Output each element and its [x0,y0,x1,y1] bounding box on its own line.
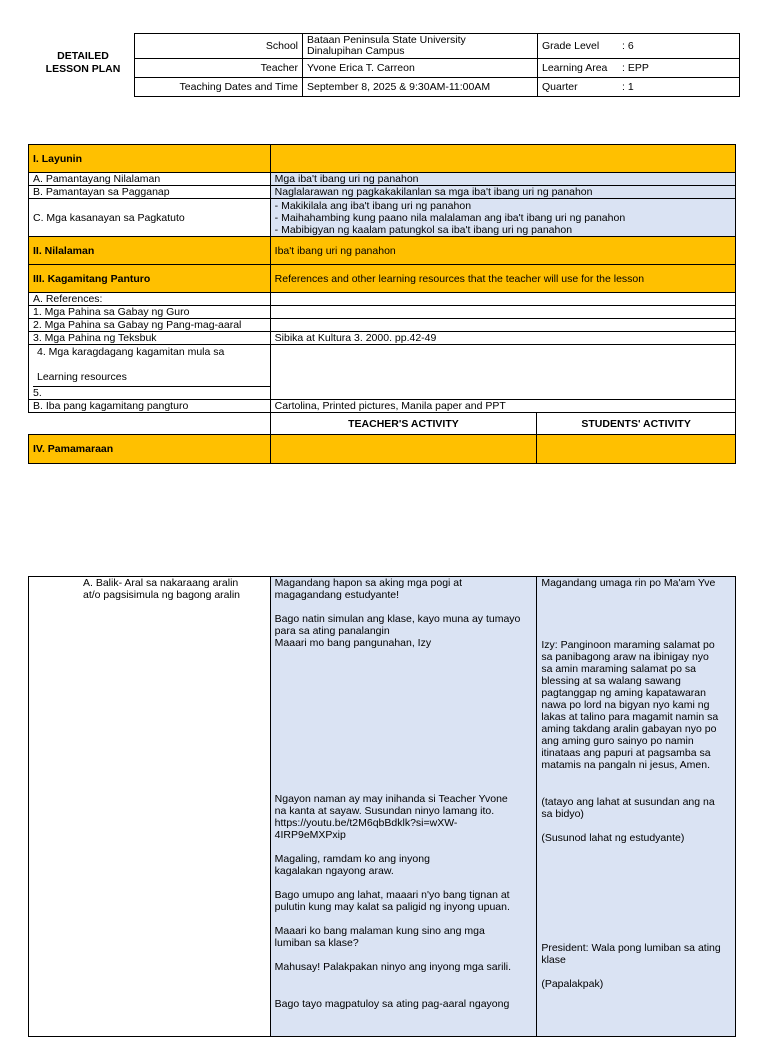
teacher-line: Ngayon naman ay may inihanda si Teacher Yvone [274,793,508,805]
nilalaman-value: Iba't ibang uri ng panahon [270,237,735,265]
layunin-heading: I. Layunin [29,145,271,173]
school-line-1: Bataan Peninsula State University [307,34,466,46]
balik-aral-line-2: at/o pagsisimula ng bagong aralin [83,589,241,601]
quarter-value: : 1 [622,80,634,93]
student-line: ang aming guro sainyo po namin [541,735,694,747]
kasanayan-value [270,199,735,237]
teacher-line: lumiban sa klase? [274,937,359,949]
layunin-value [270,145,735,173]
teacher-activity-cell [270,577,537,1037]
student-line: (Papalakpak) [541,978,604,990]
kagamitan-value: References and other learning resources that the teacher will use for the lesson [270,265,735,293]
grade-level-label: Grade Level [542,39,600,52]
kasanayan-label: C. Mga kasanayan sa Pagkatuto [29,199,271,237]
student-line: klase [541,954,566,966]
learning-area-cell [538,59,740,78]
iba-pang-kagamitan-label: B. Iba pang kagamitang pangturo [29,400,271,413]
teacher-line: Maaari mo bang pangunahan, Izy [274,637,432,649]
kagamitan-heading: III. Kagamitang Panturo [29,265,271,293]
document-title [30,50,136,76]
learning-area-value: : EPP [622,61,649,74]
pamamaraan-heading: IV. Pamamaraan [29,435,271,464]
video-link-cont[interactable]: 4IRP9eMXPxip [274,829,346,841]
student-line: lakas at talino para magamit namin sa [541,711,719,723]
student-line: matamis na pangaln ni jesus, Amen. [541,759,711,771]
ref-2-value [270,319,735,332]
ref-3-value: Sibika at Kultura 3. 2000. pp.42-49 [270,332,735,345]
ref-4-cell [29,345,271,400]
teacher-line: na kanta at sayaw. Susundan ninyo lamang ito. [274,805,495,817]
teacher-line: Magaling, ramdam ko ang inyong [274,853,430,865]
pamantayang-nilalaman-value: Mga iba't ibang uri ng panahon [270,173,735,186]
lesson-plan-table [28,144,736,464]
ref-1-value [270,306,735,319]
student-line: sa bidyo) [541,808,584,820]
references-label: A. References: [29,293,271,306]
header-info-table [134,33,740,97]
teacher-label: Teacher [135,59,303,78]
student-line: Magandang umaga rin po Ma'am Yve [541,577,716,589]
learning-area-label: Learning Area [542,61,608,74]
quarter-cell [538,78,740,97]
dates-label: Teaching Dates and Time [135,78,303,97]
references-value [270,293,735,306]
teacher-line: magagandang estudyante! [274,589,400,601]
ref-4-line-2: Learning resources [37,371,127,383]
iba-pang-kagamitan-value: Cartolina, Printed pictures, Manila paper and PPT [270,400,735,413]
kasanayan-item-2: - Maihahambing kung paano nila malalaman ang iba't ibang uri ng panahon [274,211,626,224]
student-line: sa amin maraming salamat po sa [541,663,696,675]
nilalaman-heading: II. Nilalaman [29,237,271,265]
school-line-2: Dinalupihan Campus [307,45,405,57]
student-line: (Susunod lahat ng estudyante) [541,832,685,844]
teacher-line: kagalakan ngayong araw. [274,865,394,877]
activity-table [28,576,736,1037]
title-line-1: DETAILED [57,50,109,62]
teacher-line: pulutin kung may kalat sa paligid ng inyong upuan. [274,901,510,913]
ref-4-value [270,345,735,400]
grade-level-value: : 6 [622,39,634,52]
balik-aral-label [29,577,271,1037]
student-line: pagtanggap ng aming kapatawaran [541,687,706,699]
school-label: School [135,34,303,59]
student-line: itinataas ang papuri at pagsamba sa [541,747,711,759]
activity-header-spacer [29,413,271,435]
ref-4-line-1: 4. Mga karagdagang kagamitan mula sa [37,346,225,358]
student-line: sa panibagong araw na ibinigay nyo [541,651,709,663]
student-line: aming takdang aralin gabayan nyo po [541,723,717,735]
pamamaraan-teacher-cell [270,435,537,464]
student-line: (tatayo ang lahat at susundan ang na [541,796,715,808]
teacher-line: Bago tayo magpatuloy sa ating pag-aaral ngayong [274,998,510,1010]
title-line-2: LESSON PLAN [45,63,121,75]
students-activity-cell [537,577,736,1037]
teacher-line: Mahusay! Palakpakan ninyo ang inyong mga sarili. [274,961,512,973]
dates-value: September 8, 2025 & 9:30AM-11:00AM [303,78,538,97]
kasanayan-item-3: - Mabibigyan ng kaalam patungkol sa iba't ibang uri ng panahon [274,223,573,236]
pamantayan-pagganap-label: B. Pamantayan sa Pagganap [29,186,271,199]
ref-5-label: 5. [33,387,42,399]
students-activity-header: STUDENTS' ACTIVITY [537,413,736,435]
teacher-line: Maaari ko bang malaman kung sino ang mga [274,925,485,937]
teacher-line: Magandang hapon sa aking mga pogi at [274,577,463,589]
student-line: Izy: Panginoon maraming salamat po [541,639,715,651]
ref-1-label: 1. Mga Pahina sa Gabay ng Guro [29,306,271,319]
teacher-line: Bago umupo ang lahat, maaari n'yo bang tignan at [274,889,510,901]
school-value [303,34,538,59]
video-link[interactable]: https://youtu.be/t2M6qbBdklk?si=wXW- [274,817,458,829]
teacher-line: para sa ating panalangin [274,625,390,637]
ref-2-label: 2. Mga Pahina sa Gabay ng Pang-mag-aaral [29,319,271,332]
balik-aral-line-1: A. Balik- Aral sa nakaraang aralin [83,577,239,589]
quarter-label: Quarter [542,80,578,93]
pamamaraan-student-cell [537,435,736,464]
teachers-activity-header: TEACHER'S ACTIVITY [270,413,537,435]
pamantayang-nilalaman-label: A. Pamantayang Nilalaman [29,173,271,186]
grade-level-cell [538,34,740,59]
student-line: nawa po lord na bigyan nyo kami ng [541,699,710,711]
student-line: President: Wala pong lumiban sa ating [541,942,721,954]
ref-4-box [33,345,270,387]
ref-3-label: 3. Mga Pahina ng Teksbuk [29,332,271,345]
pamantayan-pagganap-value: Naglalarawan ng pagkakakilanlan sa mga iba't ibang uri ng panahon [270,186,735,199]
kasanayan-item-1: - Makikilala ang iba't ibang uri ng panahon [274,199,472,212]
teacher-value: Yvone Erica T. Carreon [303,59,538,78]
teacher-line: Bago natin simulan ang klase, kayo muna ay tumayo [274,613,521,625]
student-line: blessing at sa walang sawang [541,675,681,687]
